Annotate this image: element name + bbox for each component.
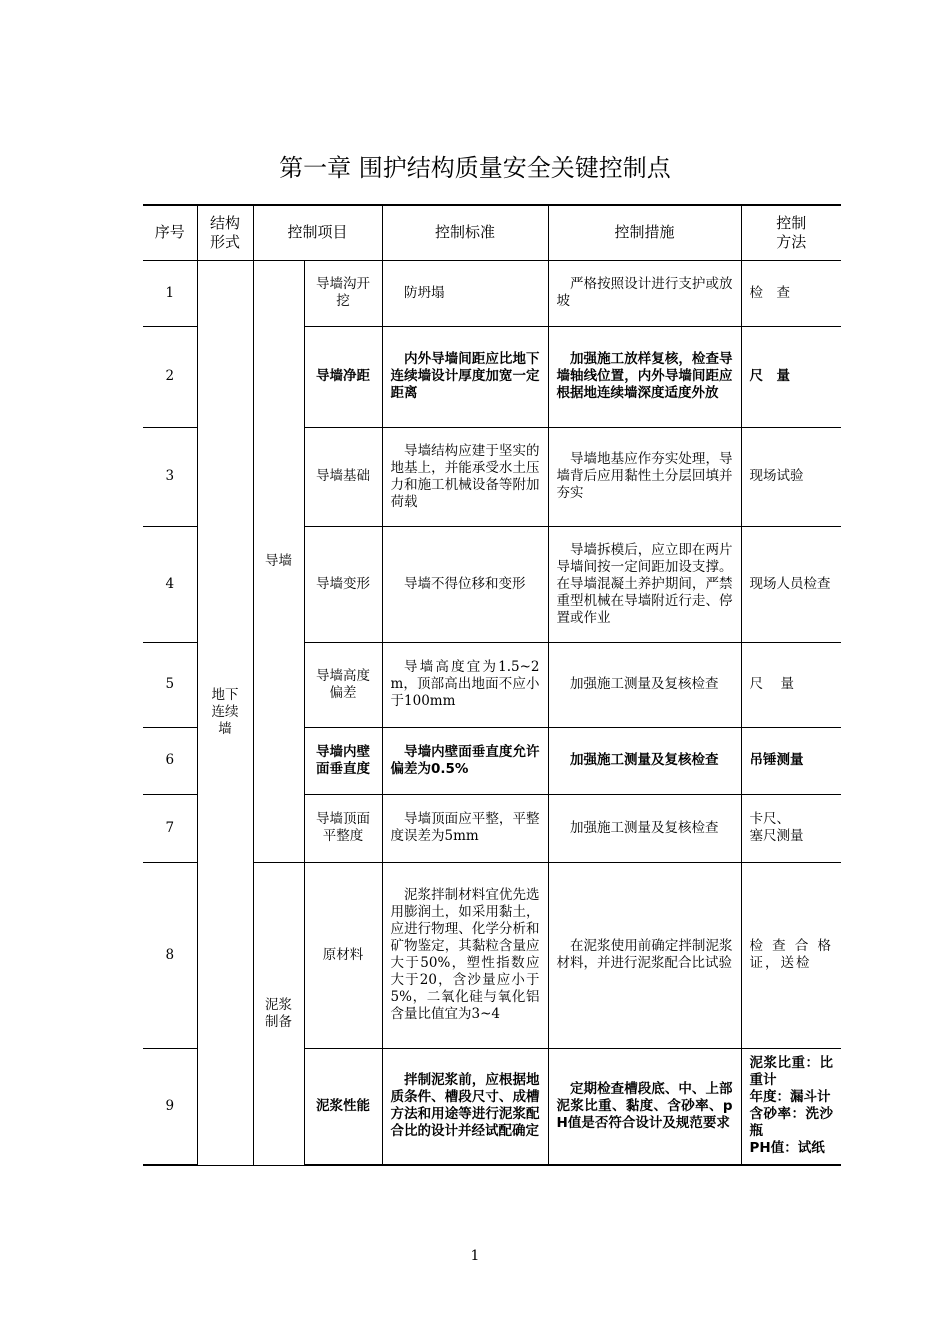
page-title: 第一章 围护结构质量安全关键控制点 <box>279 154 671 182</box>
row-measure: 导墙拆模后，应立即在两片导墙间按一定间距加设支撑。在导墙混凝土养护期间，严禁重型机械在导墙附近行走、停置或作业 <box>548 526 741 642</box>
row-method: 现场人员检查 <box>741 526 841 642</box>
row-method: 检查合格证，送检 <box>741 862 841 1048</box>
row-method: 泥浆比重：比重计 年度：漏斗计 含砂率：洗沙瓶 PH值：试纸 <box>741 1048 841 1165</box>
header-structure: 结构 形式 <box>197 205 253 260</box>
row-item: 原材料 <box>304 862 382 1048</box>
header-method: 控制 方法 <box>741 205 841 260</box>
header-item: 控制项目 <box>253 205 382 260</box>
row-no: 8 <box>143 862 197 1048</box>
row-measure: 加强施工测量及复核检查 <box>548 794 741 862</box>
table-row <box>143 260 841 326</box>
row-method: 检 查 <box>741 260 841 326</box>
row-standard: 防坍塌 <box>382 260 548 326</box>
row-item: 导墙高度偏差 <box>304 642 382 727</box>
row-measure: 加强施工测量及复核检查 <box>548 727 741 794</box>
row-item: 导墙内壁面垂直度 <box>304 727 382 794</box>
row-measure: 严格按照设计进行支护或放坡 <box>548 260 741 326</box>
row-no: 9 <box>143 1048 197 1165</box>
row-no: 7 <box>143 794 197 862</box>
row-standard: 导墙顶面应平整，平整度误差为5mm <box>382 794 548 862</box>
row-standard: 导墙不得位移和变形 <box>382 526 548 642</box>
row-method: 尺 量 <box>741 642 841 727</box>
header-seq: 序号 <box>143 205 197 260</box>
row-standard: 内外导墙间距应比地下连续墙设计厚度加宽一定距离 <box>382 326 548 427</box>
header-standard: 控制标准 <box>382 205 548 260</box>
row-measure: 加强施工测量及复核检查 <box>548 642 741 727</box>
header-row <box>143 205 841 260</box>
row-no: 2 <box>143 326 197 427</box>
row-no: 6 <box>143 727 197 794</box>
row-no: 1 <box>143 260 197 326</box>
row-method: 现场试验 <box>741 427 841 526</box>
row-item: 导墙基础 <box>304 427 382 526</box>
row-measure: 在泥浆使用前确定拌制泥浆材料，并进行泥浆配合比试验 <box>548 862 741 1048</box>
row-standard: 导墙高度宜为1.5~2m，顶部高出地面不应小于100mm <box>382 642 548 727</box>
row-standard: 导墙结构应建于坚实的地基上，并能承受水土压力和施工机械设备等附加荷载 <box>382 427 548 526</box>
row-method: 尺 量 <box>741 326 841 427</box>
row-measure: 定期检查槽段底、中、上部泥浆比重、黏度、含砂率、pH值是否符合设计及规范要求 <box>548 1048 741 1165</box>
row-measure: 导墙地基应作夯实处理，导墙背后应用黏性土分层回填并夯实 <box>548 427 741 526</box>
row-no: 3 <box>143 427 197 526</box>
row-item: 泥浆性能 <box>304 1048 382 1165</box>
row-measure: 加强施工放样复核，检查导墙轴线位置，内外导墙间距应根据地连续墙深度适度外放 <box>548 326 741 427</box>
row-no: 4 <box>143 526 197 642</box>
row-item: 导墙变形 <box>304 526 382 642</box>
page-number: 1 <box>470 1248 480 1264</box>
row-standard: 导墙内壁面垂直度允许偏差为0.5% <box>382 727 548 794</box>
group-guide-wall: 导墙 <box>253 260 304 862</box>
structure-form-cell: 地下 连续 墙 <box>197 260 253 1165</box>
header-measure: 控制措施 <box>548 205 741 260</box>
row-standard: 拌制泥浆前，应根据地质条件、槽段尺寸、成槽方法和用途等进行泥浆配合比的设计并经试配确定 <box>382 1048 548 1165</box>
row-standard: 泥浆拌制材料宜优先选用膨润土，如采用黏土，应进行物理、化学分析和矿物鉴定，其黏粒含量应大于50%，塑性指数应大于20，含沙量应小于5%，二氧化硅与氧化铝含量比值宜为3~4 <box>382 862 548 1048</box>
row-no: 5 <box>143 642 197 727</box>
row-item: 导墙顶面平整度 <box>304 794 382 862</box>
control-points-table <box>143 204 841 1166</box>
row-method: 吊锤测量 <box>741 727 841 794</box>
group-slurry: 泥浆 制备 <box>253 862 304 1165</box>
row-method: 卡尺、 塞尺测量 <box>741 794 841 862</box>
row-item: 导墙沟开挖 <box>304 260 382 326</box>
row-item: 导墙净距 <box>304 326 382 427</box>
